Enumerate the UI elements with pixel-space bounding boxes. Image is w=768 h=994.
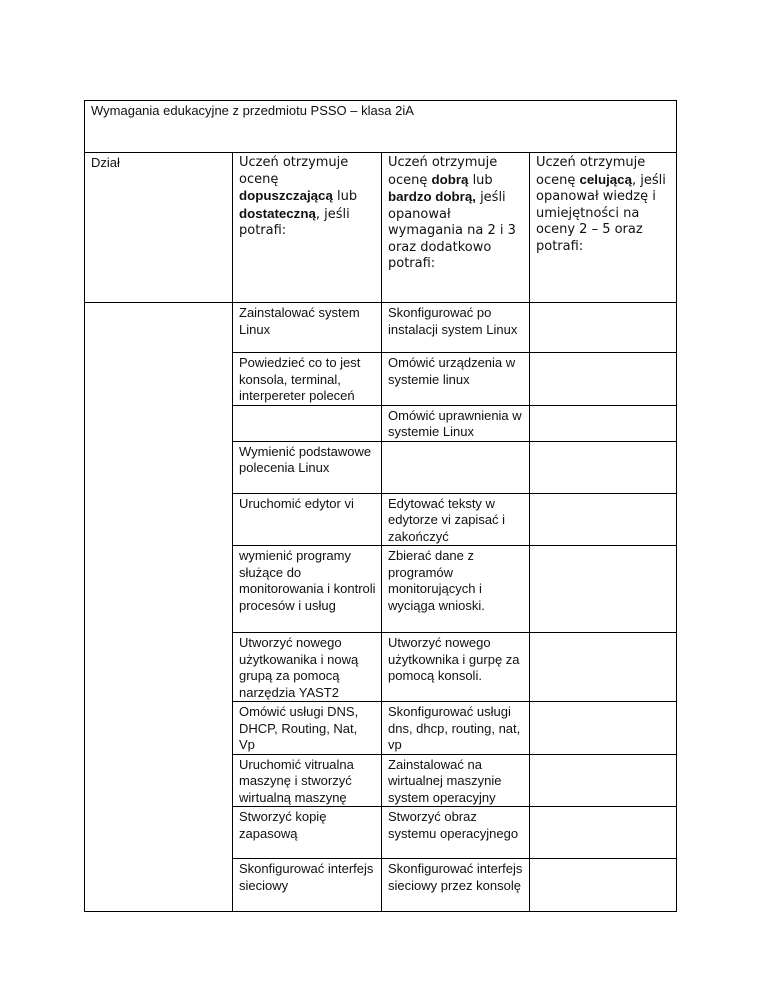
cell-advanced: Skonfigurować usługi dns, dhcp, routing, nat, vp xyxy=(382,702,530,755)
cell-advanced: Zbierać dane z programów monitorujących i wyciąga wnioski. xyxy=(382,546,530,633)
header-bold: dopuszczającą xyxy=(239,188,333,203)
header-row xyxy=(85,153,677,303)
dzial-cell xyxy=(85,303,233,912)
requirements-table xyxy=(84,100,677,912)
cell-excellent xyxy=(530,546,677,633)
cell-advanced: Skonfigurować interfejs sieciowy przez konsolę xyxy=(382,859,530,912)
cell-advanced: Edytować teksty w edytorze vi zapisać i zakończyć xyxy=(382,493,530,546)
cell-excellent xyxy=(530,807,677,859)
cell-basic: Zainstalować system Linux xyxy=(233,303,382,353)
cell-basic: Utworzyć nowego użytkowanika i nową grupą za pomocą narzędzia YAST2 xyxy=(233,633,382,702)
document-title: Wymagania edukacyjne z przedmiotu PSSO – klasa 2iA xyxy=(85,101,677,153)
title-row xyxy=(85,101,677,153)
cell-advanced: Zainstalować na wirtualnej maszynie system operacyjny xyxy=(382,754,530,807)
cell-basic: Skonfigurować interfejs sieciowy xyxy=(233,859,382,912)
header-bold: celującą xyxy=(579,171,632,187)
cell-excellent xyxy=(530,633,677,702)
cell-excellent xyxy=(530,754,677,807)
cell-advanced: Omówić uprawnienia w systemie Linux xyxy=(382,405,530,441)
cell-advanced xyxy=(382,441,530,493)
cell-basic: Powiedzieć co to jest konsola, terminal, interpereter poleceń xyxy=(233,353,382,406)
header-grade-2-3 xyxy=(233,153,382,303)
header-text: , jeśli opanował wiedzę i umiejętności na oceny 2 – 5 oraz potrafi: xyxy=(536,172,666,254)
header-grade-6 xyxy=(530,153,677,303)
cell-advanced: Stworzyć obraz systemu operacyjnego xyxy=(382,807,530,859)
cell-excellent xyxy=(530,303,677,353)
header-bold: dostateczną xyxy=(239,205,316,221)
header-text: jeśli opanował wymagania na 2 i 3 oraz dodatkowo potrafi: xyxy=(388,190,516,271)
header-text: Uczeń otrzymuje ocenę xyxy=(388,155,498,188)
cell-basic: Uruchomić vitrualna maszynę i stworzyć wirtualną maszynę xyxy=(233,754,382,807)
cell-excellent xyxy=(530,405,677,441)
cell-basic: Omówić usługi DNS, DHCP, Routing, Nat, Vp xyxy=(233,702,382,755)
cell-advanced: Utworzyć nowego użytkownika i gurpę za pomocą konsoli. xyxy=(382,633,530,702)
cell-excellent xyxy=(530,702,677,755)
header-text: Uczeń otrzymuje ocenę xyxy=(239,155,349,187)
header-bold: bardzo dobrą, xyxy=(388,189,476,204)
cell-advanced: Skonfigurować po instalacji system Linux xyxy=(382,303,530,353)
header-text: lub xyxy=(472,172,493,188)
header-text: , jeśli potrafi: xyxy=(239,206,350,238)
cell-basic: Uruchomić edytor vi xyxy=(233,493,382,546)
cell-advanced: Omówić urządzenia w systemie linux xyxy=(382,353,530,406)
cell-excellent xyxy=(530,493,677,546)
header-text: lub xyxy=(337,189,358,204)
header-bold: dobrą xyxy=(431,171,469,187)
header-grade-4-5 xyxy=(382,153,530,303)
header-dzial: Dział xyxy=(85,153,233,303)
cell-basic: Stworzyć kopię zapasową xyxy=(233,807,382,859)
cell-excellent xyxy=(530,859,677,912)
cell-excellent xyxy=(530,441,677,493)
cell-basic: wymienić programy służące do monitorowania i kontroli procesów i usług xyxy=(233,546,382,633)
cell-excellent xyxy=(530,353,677,406)
header-text: Uczeń otrzymuje ocenę xyxy=(536,155,646,188)
cell-basic xyxy=(233,405,382,441)
cell-basic: Wymienić podstawowe polecenia Linux xyxy=(233,441,382,493)
table-row xyxy=(85,303,677,353)
